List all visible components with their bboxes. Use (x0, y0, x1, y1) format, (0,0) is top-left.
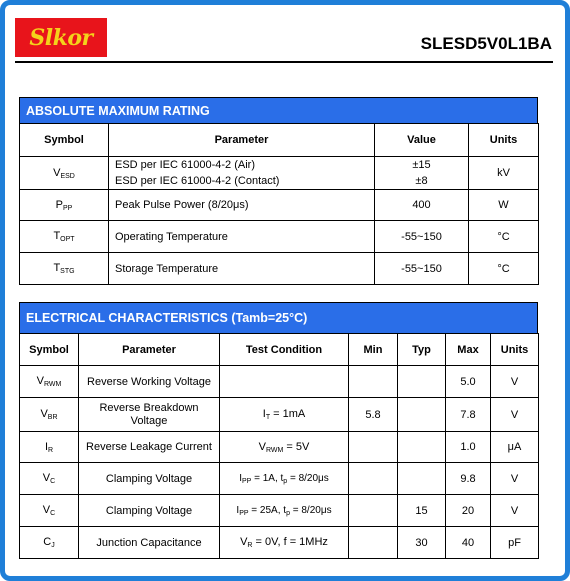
condition-cell: $I_T = 1mA$ (220, 398, 349, 432)
col-test-condition: Test Condition (220, 334, 349, 366)
symbol-cell: $T_{STG}$ (20, 253, 109, 285)
abs-max-header-row (20, 124, 539, 157)
units-cell: V (491, 366, 539, 398)
units-cell: °C (469, 253, 539, 285)
symbol-cell: $V_C$ (20, 463, 79, 495)
units-cell: μA (491, 432, 539, 463)
symbol-cell: $V_{ESD}$ (20, 157, 109, 190)
units-cell: W (469, 190, 539, 221)
col-min: Min (349, 334, 398, 366)
col-typ: Typ (398, 334, 446, 366)
units-cell: pF (491, 527, 539, 559)
header-divider (15, 61, 553, 63)
symbol-cell: $I_R$ (20, 432, 79, 463)
symbol-cell: $V_{BR}$ (20, 398, 79, 432)
elec-title-bar (19, 302, 538, 334)
min-cell: 5.8 (349, 398, 398, 432)
table-row (20, 495, 539, 527)
parameter-cell: Peak Pulse Power (8/20μs) (109, 190, 375, 221)
max-cell: 1.0 (446, 432, 491, 463)
parameter-cell: Junction Capacitance (79, 527, 220, 559)
value-cell: 400 (375, 190, 469, 221)
condition-cell: $I_{PP} = 1A$, $t_p = 8/20\mu s$ (220, 463, 349, 495)
parameter-cell: Operating Temperature (109, 221, 375, 253)
parameter-cell: ESD per IEC 61000-4-2 (Air) ESD per IEC 61000-4-2 (Contact) (109, 157, 375, 190)
part-number: SLESD5V0L1BA (420, 34, 552, 53)
elec-header-row (20, 334, 539, 366)
condition-cell: $I_{PP} = 25A$, $t_p = 8/20\mu s$ (220, 495, 349, 527)
abs-max-title: ABSOLUTE MAXIMUM RATING (26, 103, 210, 118)
min-cell (349, 527, 398, 559)
condition-cell: $V_{RWM} = 5V$ (220, 432, 349, 463)
col-value: Value (375, 124, 469, 157)
col-parameter: Parameter (109, 124, 375, 157)
units-cell: °C (469, 221, 539, 253)
min-cell (349, 463, 398, 495)
parameter-cell: Reverse Breakdown Voltage (79, 398, 220, 432)
table-row (20, 527, 539, 559)
elec-title: ELECTRICAL CHARACTERISTICS (Tamb=25°C) (26, 311, 308, 325)
parameter-cell: Reverse Leakage Current (79, 432, 220, 463)
symbol-cell: $V_C$ (20, 495, 79, 527)
slkor-logo (15, 18, 107, 57)
min-cell (349, 366, 398, 398)
col-units: Units (469, 124, 539, 157)
table-row (20, 221, 539, 253)
max-cell: 40 (446, 527, 491, 559)
symbol-cell: $V_{RWM}$ (20, 366, 79, 398)
parameter-cell: Storage Temperature (109, 253, 375, 285)
min-cell (349, 432, 398, 463)
typ-cell (398, 398, 446, 432)
units-cell: V (491, 398, 539, 432)
col-units: Units (491, 334, 539, 366)
table-row (20, 398, 539, 432)
symbol-cell: $T_{OPT}$ (20, 221, 109, 253)
typ-cell: 15 (398, 495, 446, 527)
table-row (20, 157, 539, 190)
table-row (20, 253, 539, 285)
symbol-cell: $P_{PP}$ (20, 190, 109, 221)
logo-text: Slkor (29, 24, 93, 51)
max-cell: 7.8 (446, 398, 491, 432)
table-row (20, 463, 539, 495)
max-cell: 20 (446, 495, 491, 527)
table-row (20, 190, 539, 221)
typ-cell: 30 (398, 527, 446, 559)
value-cell: ±15 ±8 (375, 157, 469, 190)
parameter-cell: Clamping Voltage (79, 463, 220, 495)
typ-cell (398, 432, 446, 463)
max-cell: 5.0 (446, 366, 491, 398)
units-cell: V (491, 495, 539, 527)
abs-max-table (19, 123, 539, 285)
units-cell: V (491, 463, 539, 495)
col-parameter: Parameter (79, 334, 220, 366)
symbol-cell: $C_J$ (20, 527, 79, 559)
value-cell: -55~150 (375, 221, 469, 253)
col-symbol: Symbol (20, 334, 79, 366)
condition-cell (220, 366, 349, 398)
typ-cell (398, 366, 446, 398)
parameter-cell: Clamping Voltage (79, 495, 220, 527)
value-cell: -55~150 (375, 253, 469, 285)
col-symbol: Symbol (20, 124, 109, 157)
elec-table (19, 333, 539, 559)
max-cell: 9.8 (446, 463, 491, 495)
condition-cell: $V_R = 0V$, f = 1MHz (220, 527, 349, 559)
abs-max-title-bar (19, 97, 538, 124)
col-max: Max (446, 334, 491, 366)
units-cell: kV (469, 157, 539, 190)
table-row (20, 366, 539, 398)
parameter-cell: Reverse Working Voltage (79, 366, 220, 398)
table-row (20, 432, 539, 463)
min-cell (349, 495, 398, 527)
typ-cell (398, 463, 446, 495)
